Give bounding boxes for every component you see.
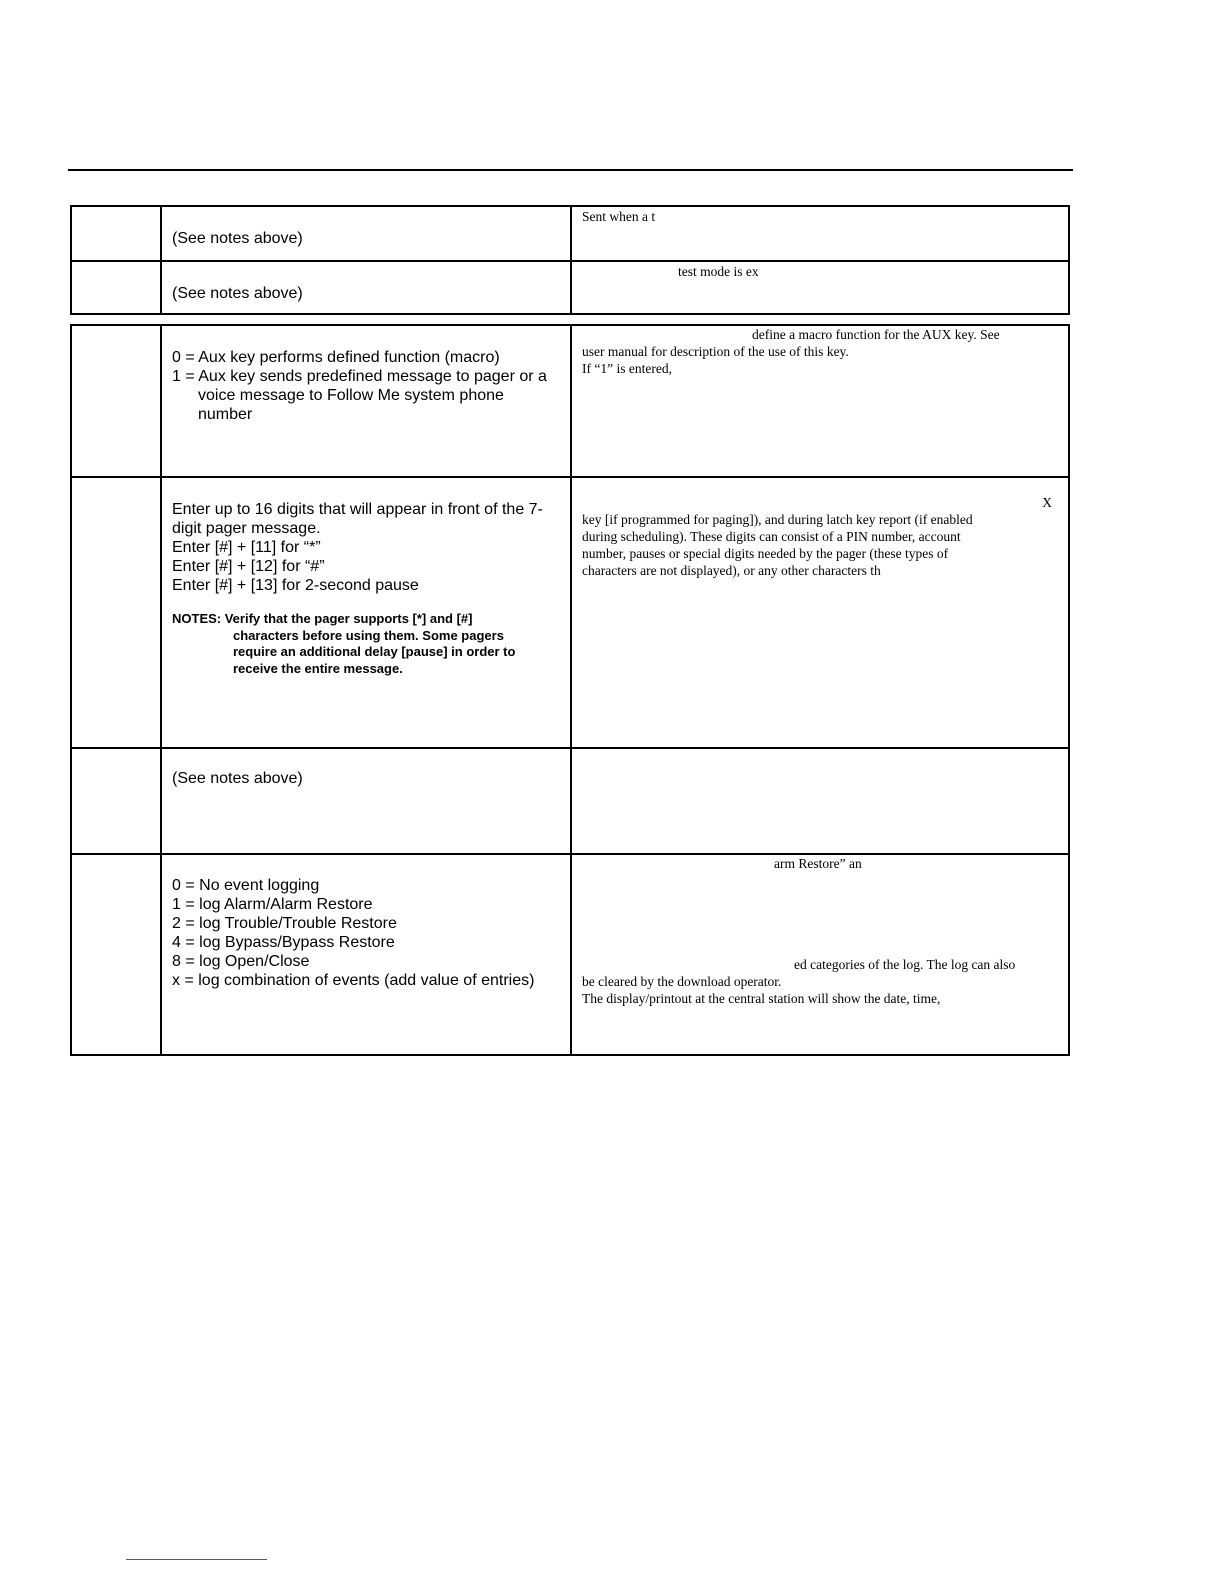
row-notes: test mode is ex (678, 264, 759, 279)
option-line: 0 = No event logging (172, 877, 320, 894)
aux-notes (582, 326, 1056, 377)
instruction-line: Enter [#] + [11] for “*” (172, 539, 321, 556)
aux-options (172, 348, 564, 424)
notes-line: be cleared by the download operator. (582, 974, 782, 989)
table-row-notes (72, 747, 1068, 853)
header-rule (68, 169, 1073, 171)
pager-notes-right (582, 494, 1056, 579)
option-line: 1 = Aux key sends predefined message to pager or a (172, 368, 547, 385)
table-row-pager (72, 476, 1068, 747)
event-log-notes-top: arm Restore” an (774, 856, 862, 871)
instruction-line: Enter [#] + [13] for 2-second pause (172, 577, 419, 594)
row-description: (See notes above) (172, 770, 303, 787)
event-log-options (172, 876, 564, 990)
instruction-line: Enter [#] + [12] for “#” (172, 558, 325, 575)
option-line: 1 = log Alarm/Alarm Restore (172, 896, 373, 913)
notes-line: key [if programmed for paging]), and during latch key report (if enabled (582, 512, 973, 527)
row-description: (See notes above) (172, 285, 303, 302)
notes-line: The display/printout at the central station will show the date, time, (582, 991, 941, 1006)
option-line: 4 = log Bypass/Bypass Restore (172, 934, 395, 951)
pager-instructions (172, 500, 564, 677)
event-log-notes (582, 956, 1056, 1007)
option-line: 0 = Aux key performs defined function (macro) (172, 349, 500, 366)
notes-line: characters are not displayed), or any other characters th (582, 563, 881, 578)
notes-line: user manual for description of the use of this key. (582, 344, 849, 359)
option-line: number (198, 406, 253, 423)
notes-line: during scheduling). These digits can consist of a PIN number, account (582, 529, 961, 544)
notes-line: NOTES: Verify that the pager supports [*] and [#] (172, 611, 473, 626)
table-row-aux (72, 326, 1068, 476)
row-description: (See notes above) (172, 230, 303, 247)
pager-notes (172, 611, 564, 677)
notes-line: define a macro function for the AUX key. See (752, 327, 1000, 342)
table-row (72, 207, 1068, 260)
notes-line: require an additional delay [pause] in order to (233, 644, 516, 659)
notes-line: X (1042, 495, 1052, 510)
instruction-line: digit pager message. (172, 520, 321, 537)
notes-line: number, pauses or special digits needed by the pager (these types of (582, 546, 949, 561)
table-row-event-log (72, 853, 1068, 1054)
option-line: x = log combination of events (add value of entries) (172, 972, 535, 989)
table-1 (70, 205, 1070, 315)
table-row (72, 260, 1068, 313)
row-notes: Sent when a t (582, 209, 656, 224)
option-line: 2 = log Trouble/Trouble Restore (172, 915, 397, 932)
footer-link-underline (126, 1559, 267, 1560)
instruction-line: Enter up to 16 digits that will appear in front of the 7- (172, 501, 543, 518)
notes-line: characters before using them. Some pagers (233, 627, 504, 643)
notes-line: receive the entire message. (233, 660, 403, 676)
notes-line: If “1” is entered, (582, 361, 672, 376)
option-line: voice message to Follow Me system phone (198, 387, 504, 404)
notes-line: ed categories of the log. The log can also (794, 957, 1016, 972)
table-2 (70, 324, 1070, 1056)
option-line: 8 = log Open/Close (172, 953, 310, 970)
